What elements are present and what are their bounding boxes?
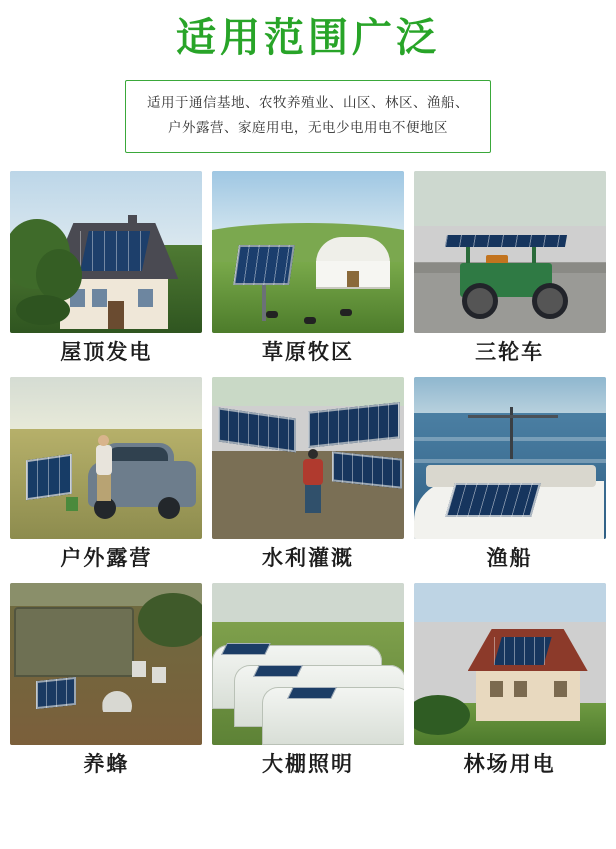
- photo-solar-tricycle: [414, 171, 606, 333]
- photo-beekeeping-solar: [10, 583, 202, 745]
- gallery-item-camping: [10, 377, 203, 579]
- photo-outdoor-camping-car: [10, 377, 202, 539]
- person-legs: [305, 483, 321, 513]
- photo-forest-farm-house: [414, 583, 606, 745]
- door: [108, 301, 124, 329]
- gallery-item-boat: [413, 377, 606, 579]
- gallery-item-tricycle: [413, 171, 606, 373]
- photo-irrigation-solar-array: [212, 377, 404, 539]
- wave: [414, 459, 606, 463]
- gallery-item-greenhouse: [212, 583, 405, 785]
- bush: [138, 593, 202, 647]
- gallery-caption: 屋顶发电: [60, 339, 153, 364]
- photo-fishing-boat-solar: [414, 377, 606, 539]
- photo-greenhouse-lighting: [212, 583, 404, 745]
- window: [138, 289, 153, 307]
- subtitle-box: [125, 80, 491, 153]
- solar-panel-grid: [308, 402, 400, 448]
- sky: [414, 583, 606, 622]
- bucket: [152, 667, 166, 683]
- window: [514, 681, 527, 697]
- gallery-caption: 大棚照明: [261, 751, 354, 776]
- gallery-caption: 草原牧区: [261, 339, 354, 364]
- solar-panel: [253, 665, 303, 677]
- sky: [414, 171, 606, 226]
- solar-panel-grid: [26, 454, 72, 500]
- yurt-door: [347, 271, 359, 287]
- gallery-item-grassland: [212, 171, 405, 373]
- greenhouse: [262, 687, 404, 745]
- gallery-item-forest-farm: [413, 583, 606, 785]
- gallery-caption: 三轮车: [475, 339, 545, 364]
- bush: [16, 295, 70, 325]
- person-body: [303, 459, 323, 485]
- gallery-caption: 养蜂: [83, 751, 130, 776]
- gallery-item-rooftop: [10, 171, 203, 373]
- solar-panel-grid: [445, 235, 567, 247]
- gallery-caption: 户外露营: [60, 545, 153, 570]
- solar-panel-grid: [445, 483, 541, 517]
- wheel: [532, 283, 568, 319]
- sky: [212, 377, 404, 406]
- person-body: [96, 445, 112, 475]
- page-title: 适用范围广泛: [176, 15, 440, 61]
- solar-panel-grid: [80, 231, 150, 271]
- gallery-caption: 林场用电: [463, 751, 556, 776]
- subtitle-line-1: 适用于通信基地、农牧养殖业、山区、林区、渔船、: [147, 95, 469, 111]
- photo-grassland-yurt-solar: [212, 171, 404, 333]
- bee-net-shelter: [14, 607, 134, 677]
- equipment-box: [66, 497, 78, 511]
- window: [92, 289, 107, 307]
- livestock: [266, 311, 278, 318]
- solar-panel: [221, 643, 271, 655]
- yurt-roof: [316, 237, 390, 263]
- sky: [10, 377, 202, 432]
- solar-panel-grid: [494, 637, 552, 665]
- livestock: [340, 309, 352, 316]
- application-gallery: [10, 171, 606, 785]
- gallery-caption: 渔船: [486, 545, 533, 570]
- bucket: [132, 661, 146, 677]
- subtitle-line-2: 户外露营、家庭用电，无电少电用电不便地区: [168, 119, 448, 136]
- gallery-item-irrigation: [212, 377, 405, 579]
- livestock: [304, 317, 316, 324]
- sky: [212, 583, 404, 625]
- tree: [36, 249, 82, 301]
- solar-panel-grid: [36, 677, 76, 709]
- gallery-item-beekeeping: [10, 583, 203, 785]
- person-legs: [97, 473, 111, 501]
- railing: [468, 415, 558, 418]
- wheel: [462, 283, 498, 319]
- solar-panel-grid: [218, 407, 296, 452]
- window: [554, 681, 567, 697]
- gallery-caption: 水利灌溉: [261, 545, 354, 570]
- window: [490, 681, 503, 697]
- person-head: [308, 449, 318, 459]
- solar-panel: [287, 687, 337, 699]
- photo-rooftop-solar-house: [10, 171, 202, 333]
- solar-panel-grid: [233, 245, 295, 285]
